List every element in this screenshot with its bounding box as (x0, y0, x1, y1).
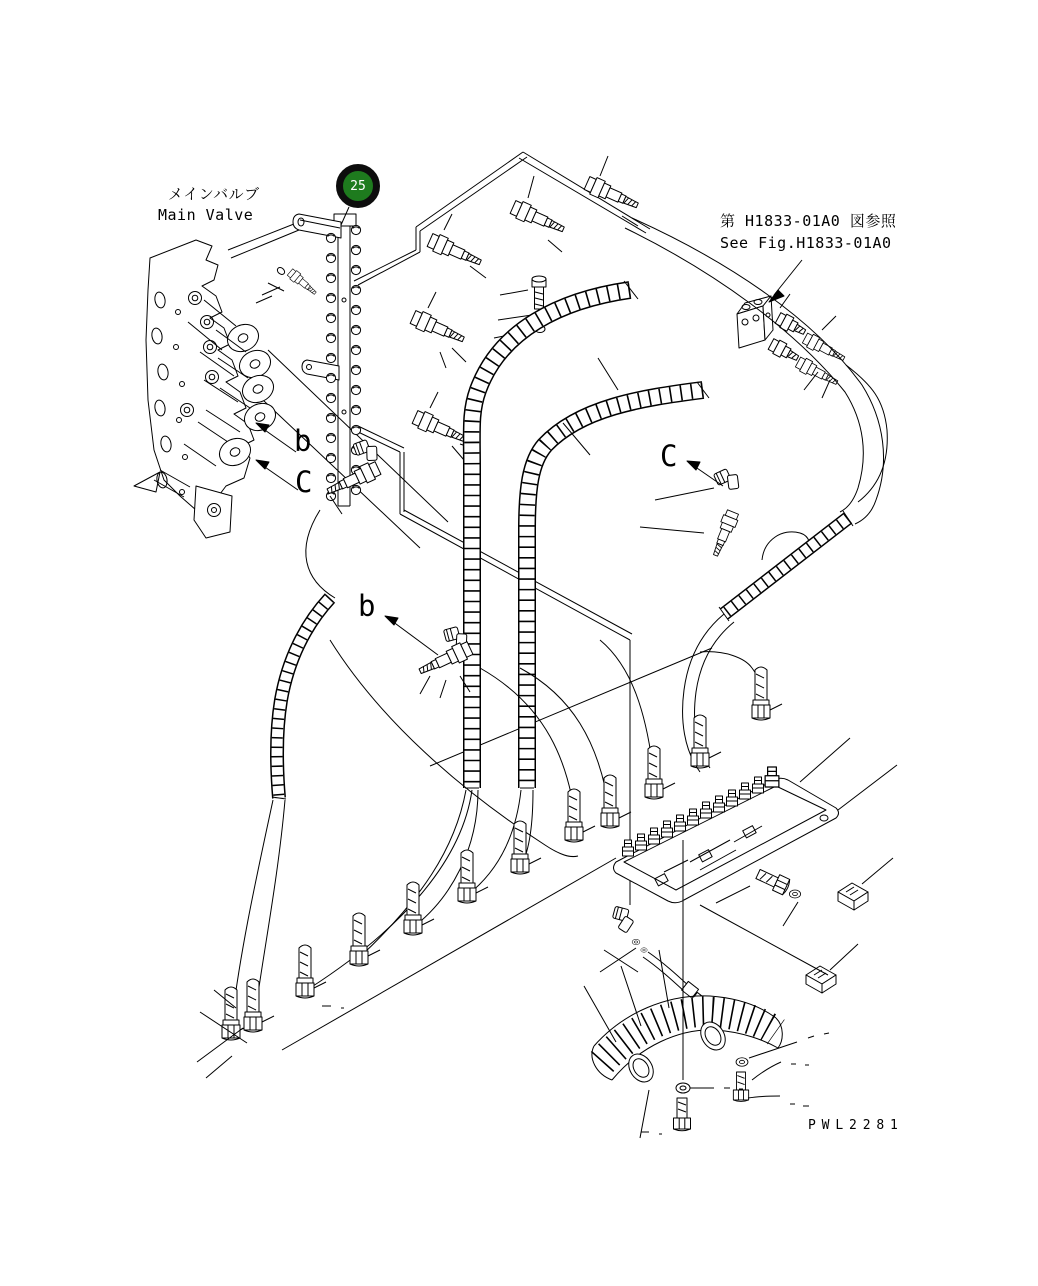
bracket-bolt-left (674, 1098, 691, 1131)
wrapped-hose-lower-left (272, 598, 330, 799)
wrapped-hose-diagonal-right (719, 511, 853, 621)
main-valve-assembly (134, 240, 280, 538)
callout-c-right: C (660, 439, 678, 473)
bracket-bolt-right (733, 1072, 748, 1101)
callout-b-mid: b (358, 589, 376, 623)
valve-mount-bracket (134, 470, 232, 538)
wrapped-hose-right-vertical (520, 382, 709, 788)
reference-junction-block (737, 294, 847, 398)
bottom-manifold-plate (600, 738, 897, 1004)
valve-port-holes (151, 291, 188, 494)
see-fig-label-en: See Fig.H1833-01A0 (720, 234, 892, 252)
callout-c-left: C (295, 465, 313, 499)
main-valve-label-jp: メインバルブ (168, 185, 260, 203)
main-valve-label-en: Main Valve (158, 206, 254, 224)
see-fig-label-jp: 第 H1833-01A0 図参照 (720, 212, 897, 230)
valve-spool-bonnets (181, 292, 219, 417)
valve-solenoid-cylinders (184, 300, 280, 471)
below-plate-fitting (600, 906, 704, 1004)
plate-bolt (754, 866, 791, 895)
drawing-number: PWL2281 (808, 1118, 904, 1133)
wrapped-hose-left-vertical (465, 281, 638, 788)
callout-b-left: b (294, 424, 312, 458)
electrical-connector-upper (838, 883, 868, 910)
part-balloon-25[interactable]: 25 (336, 164, 380, 208)
electrical-connector-lower (806, 966, 836, 993)
valve-top-bolt (256, 266, 319, 303)
